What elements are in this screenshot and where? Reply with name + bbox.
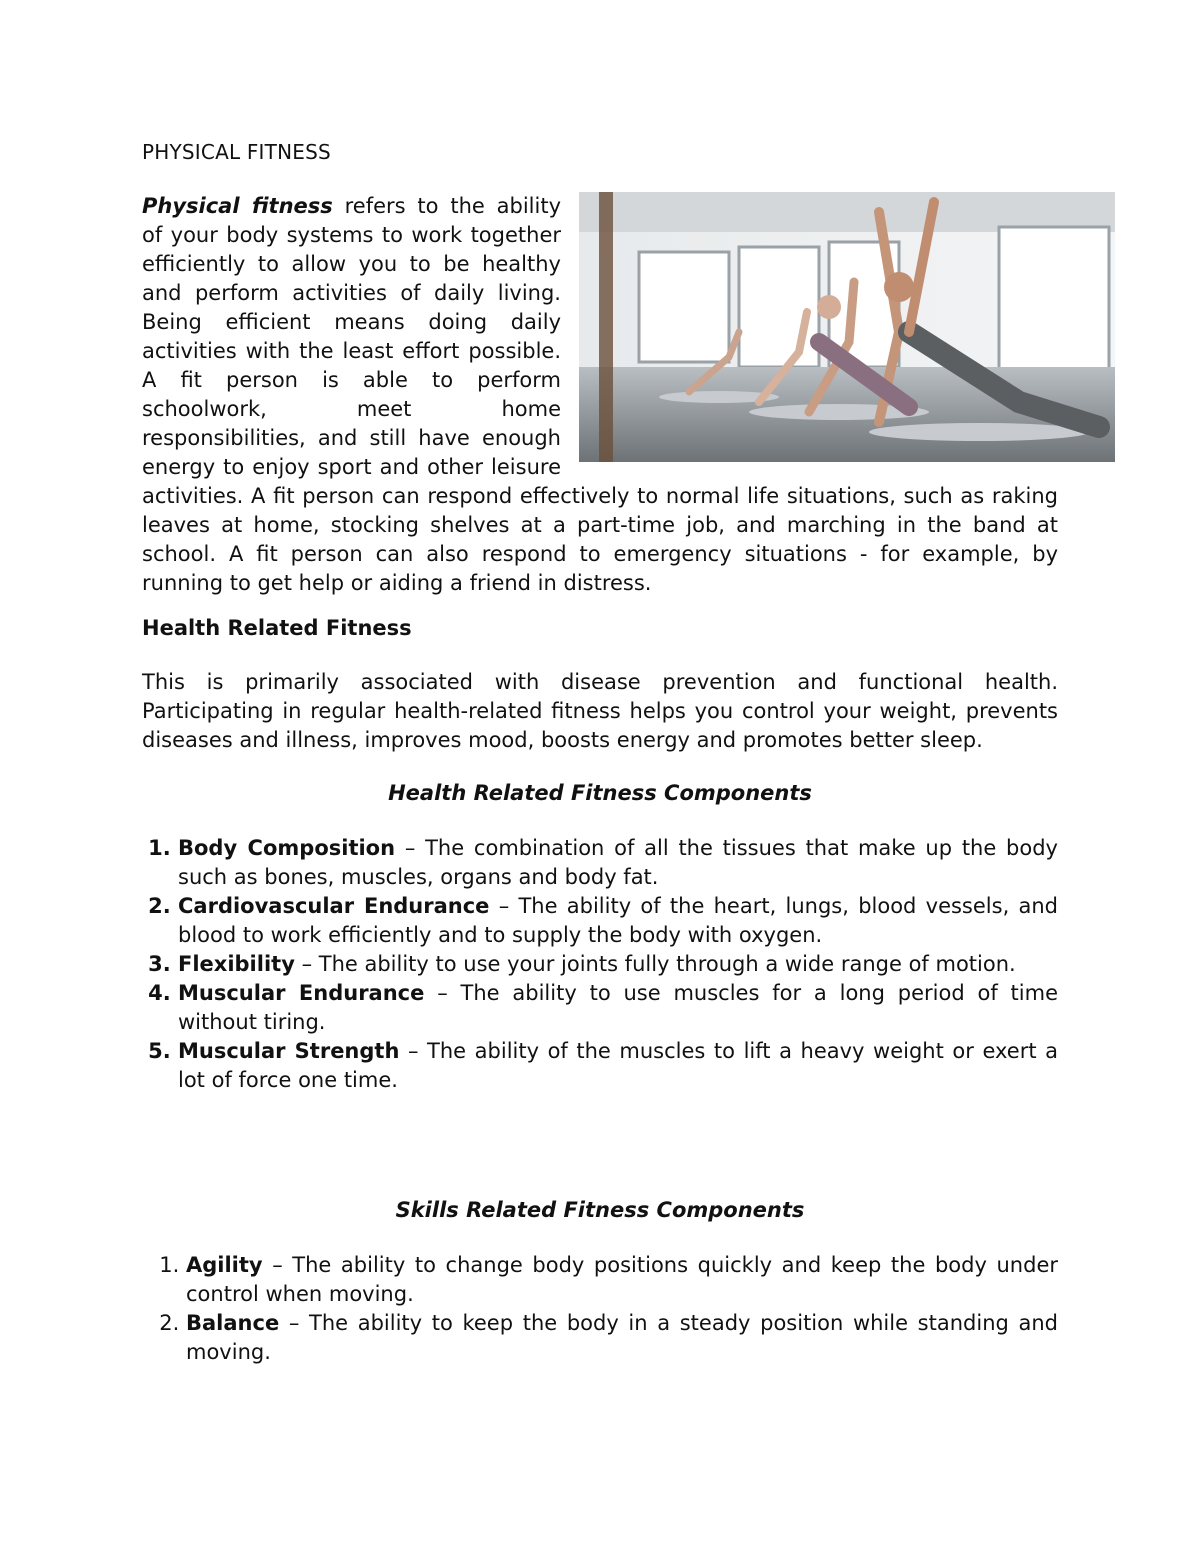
- component-description: – The ability to keep the body in a steady position while standing and moving.: [186, 1311, 1058, 1364]
- list-item: [186, 1251, 1058, 1309]
- list-item: [178, 979, 1058, 1037]
- component-term: Body Composition: [178, 836, 396, 860]
- health-components-heading: Health Related Fitness Components: [388, 781, 812, 805]
- component-term: Agility: [186, 1253, 263, 1277]
- intro-text: refers to the ability of your body systems to work together efficiently to allow you to be healthy and perform activities of daily living. Being efficient means doing daily activities with the least effort possible. A fit person is able to perform schoolwork, meet home responsibilities, and still have enough energy to enjoy sport and other leisure activities. A fit person can respond effectively to normal life situations, such as raking leaves at home, stocking shelves at a part-time job, and marching in the band at school. A fit person can also respond to emergency situations - for example, by running to get help or aiding a friend in distress.: [142, 194, 1058, 595]
- spacer: [142, 1095, 1058, 1172]
- intro-lead-term: Physical fitness: [142, 194, 333, 218]
- component-term: Balance: [186, 1311, 280, 1335]
- component-description: – The ability to use muscles for a long period of time without tiring.: [178, 981, 1058, 1034]
- intro-paragraph: [142, 192, 1058, 598]
- component-term: Muscular Strength: [178, 1039, 400, 1063]
- component-description: – The combination of all the tissues that make up the body such as bones, muscles, organs and body fat.: [178, 836, 1058, 889]
- list-item: [186, 1309, 1058, 1367]
- component-description: – The ability to change body positions quickly and keep the body under control when moving.: [186, 1253, 1058, 1306]
- list-item: [178, 1037, 1058, 1095]
- health-related-fitness-paragraph: This is primarily associated with disease prevention and functional health. Participating in regular health-related fitness helps you control your weight, prevents diseases and illness, improves mood, boosts energy and promotes better sleep.: [142, 670, 1058, 752]
- health-related-fitness-heading: Health Related Fitness: [142, 616, 412, 640]
- component-description: – The ability of the heart, lungs, blood vessels, and blood to work efficiently and to supply the body with oxygen.: [178, 894, 1059, 947]
- component-description: – The ability of the muscles to lift a heavy weight or exert a lot of force one time.: [178, 1039, 1058, 1092]
- list-item: [178, 834, 1058, 892]
- document-page: [142, 138, 1058, 1367]
- fitness-class-photo: [579, 192, 1115, 462]
- skills-components-list: [142, 1251, 1058, 1367]
- fitness-class-photo-icon: [579, 192, 1115, 462]
- component-description: – The ability to use your joints fully through a wide range of motion.: [294, 952, 1016, 976]
- page-title: PHYSICAL FITNESS: [142, 140, 331, 164]
- component-term: Flexibility: [178, 952, 295, 976]
- health-components-list: [142, 834, 1058, 1095]
- skills-components-heading: Skills Related Fitness Components: [395, 1198, 805, 1222]
- list-item: [178, 950, 1058, 979]
- component-term: Cardiovascular Endurance: [178, 894, 490, 918]
- component-term: Muscular Endurance: [178, 981, 425, 1005]
- list-item: [178, 892, 1058, 950]
